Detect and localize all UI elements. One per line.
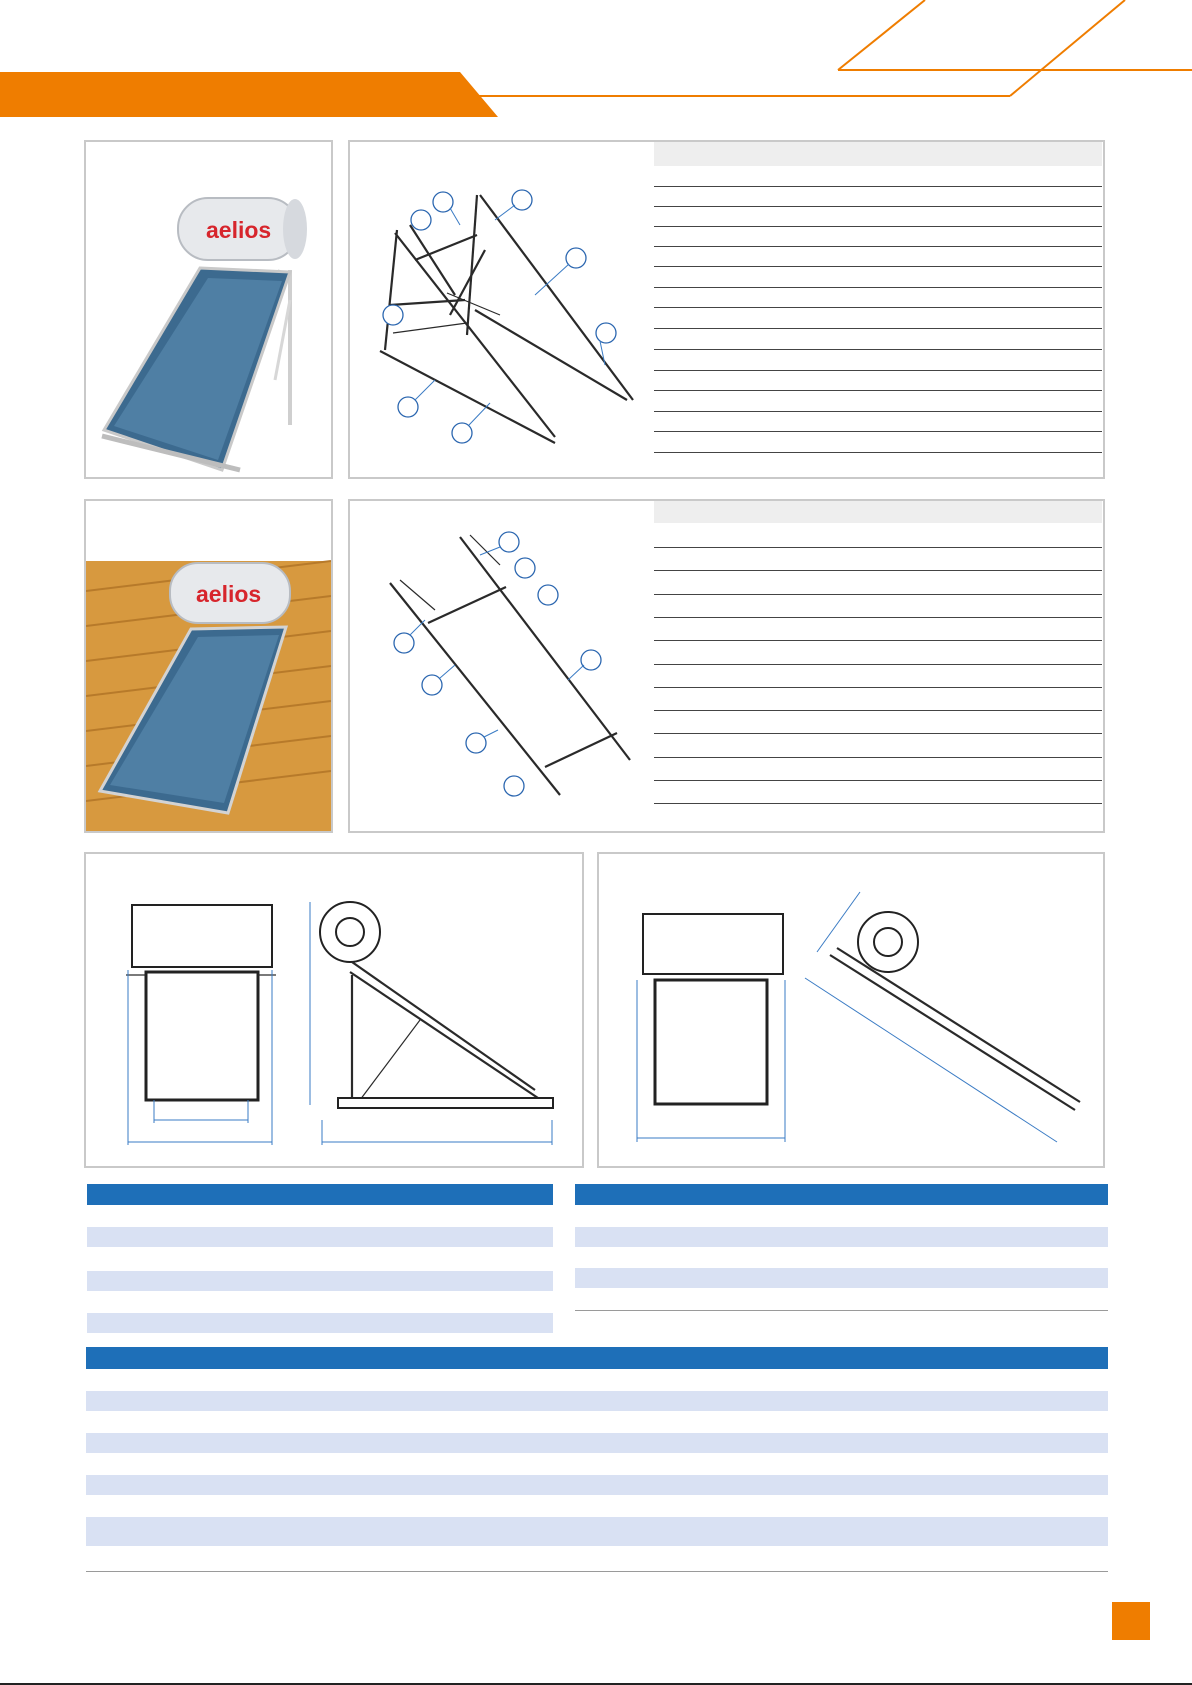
logo-text: aelios — [206, 217, 272, 243]
callout-3 — [538, 585, 558, 605]
solar-heater-flat-roof-photo — [90, 180, 328, 475]
callout-7 — [466, 733, 486, 753]
callout-2 — [433, 192, 453, 212]
page-number-box — [1112, 1602, 1150, 1640]
callout-6 — [596, 323, 616, 343]
callout-5 — [581, 650, 601, 670]
parts-table-header-pitched-roof — [654, 501, 1102, 523]
callout-8 — [452, 423, 472, 443]
dimension-drawing-flat-roof — [90, 880, 580, 1160]
callout-4 — [566, 248, 586, 268]
callout-4 — [394, 633, 414, 653]
mounting-frame-diagram-flat-roof — [355, 175, 645, 460]
callout-3 — [411, 210, 431, 230]
mounting-frame-diagram-pitched-roof — [380, 525, 640, 810]
solar-heater-pitched-roof-photo — [86, 501, 331, 831]
callout-1 — [512, 190, 532, 210]
logo-text-2: aelios — [196, 581, 262, 607]
dimension-drawing-pitched-roof — [605, 880, 1100, 1160]
parts-table-header-flat-roof — [654, 142, 1102, 166]
header-orange-band — [0, 72, 498, 117]
header-accent-lines — [838, 0, 925, 70]
callout-6 — [422, 675, 442, 695]
callout-1 — [499, 532, 519, 552]
header-decoration — [0, 0, 1192, 120]
callout-5 — [383, 305, 403, 325]
callout-2 — [515, 558, 535, 578]
callout-8 — [504, 776, 524, 796]
